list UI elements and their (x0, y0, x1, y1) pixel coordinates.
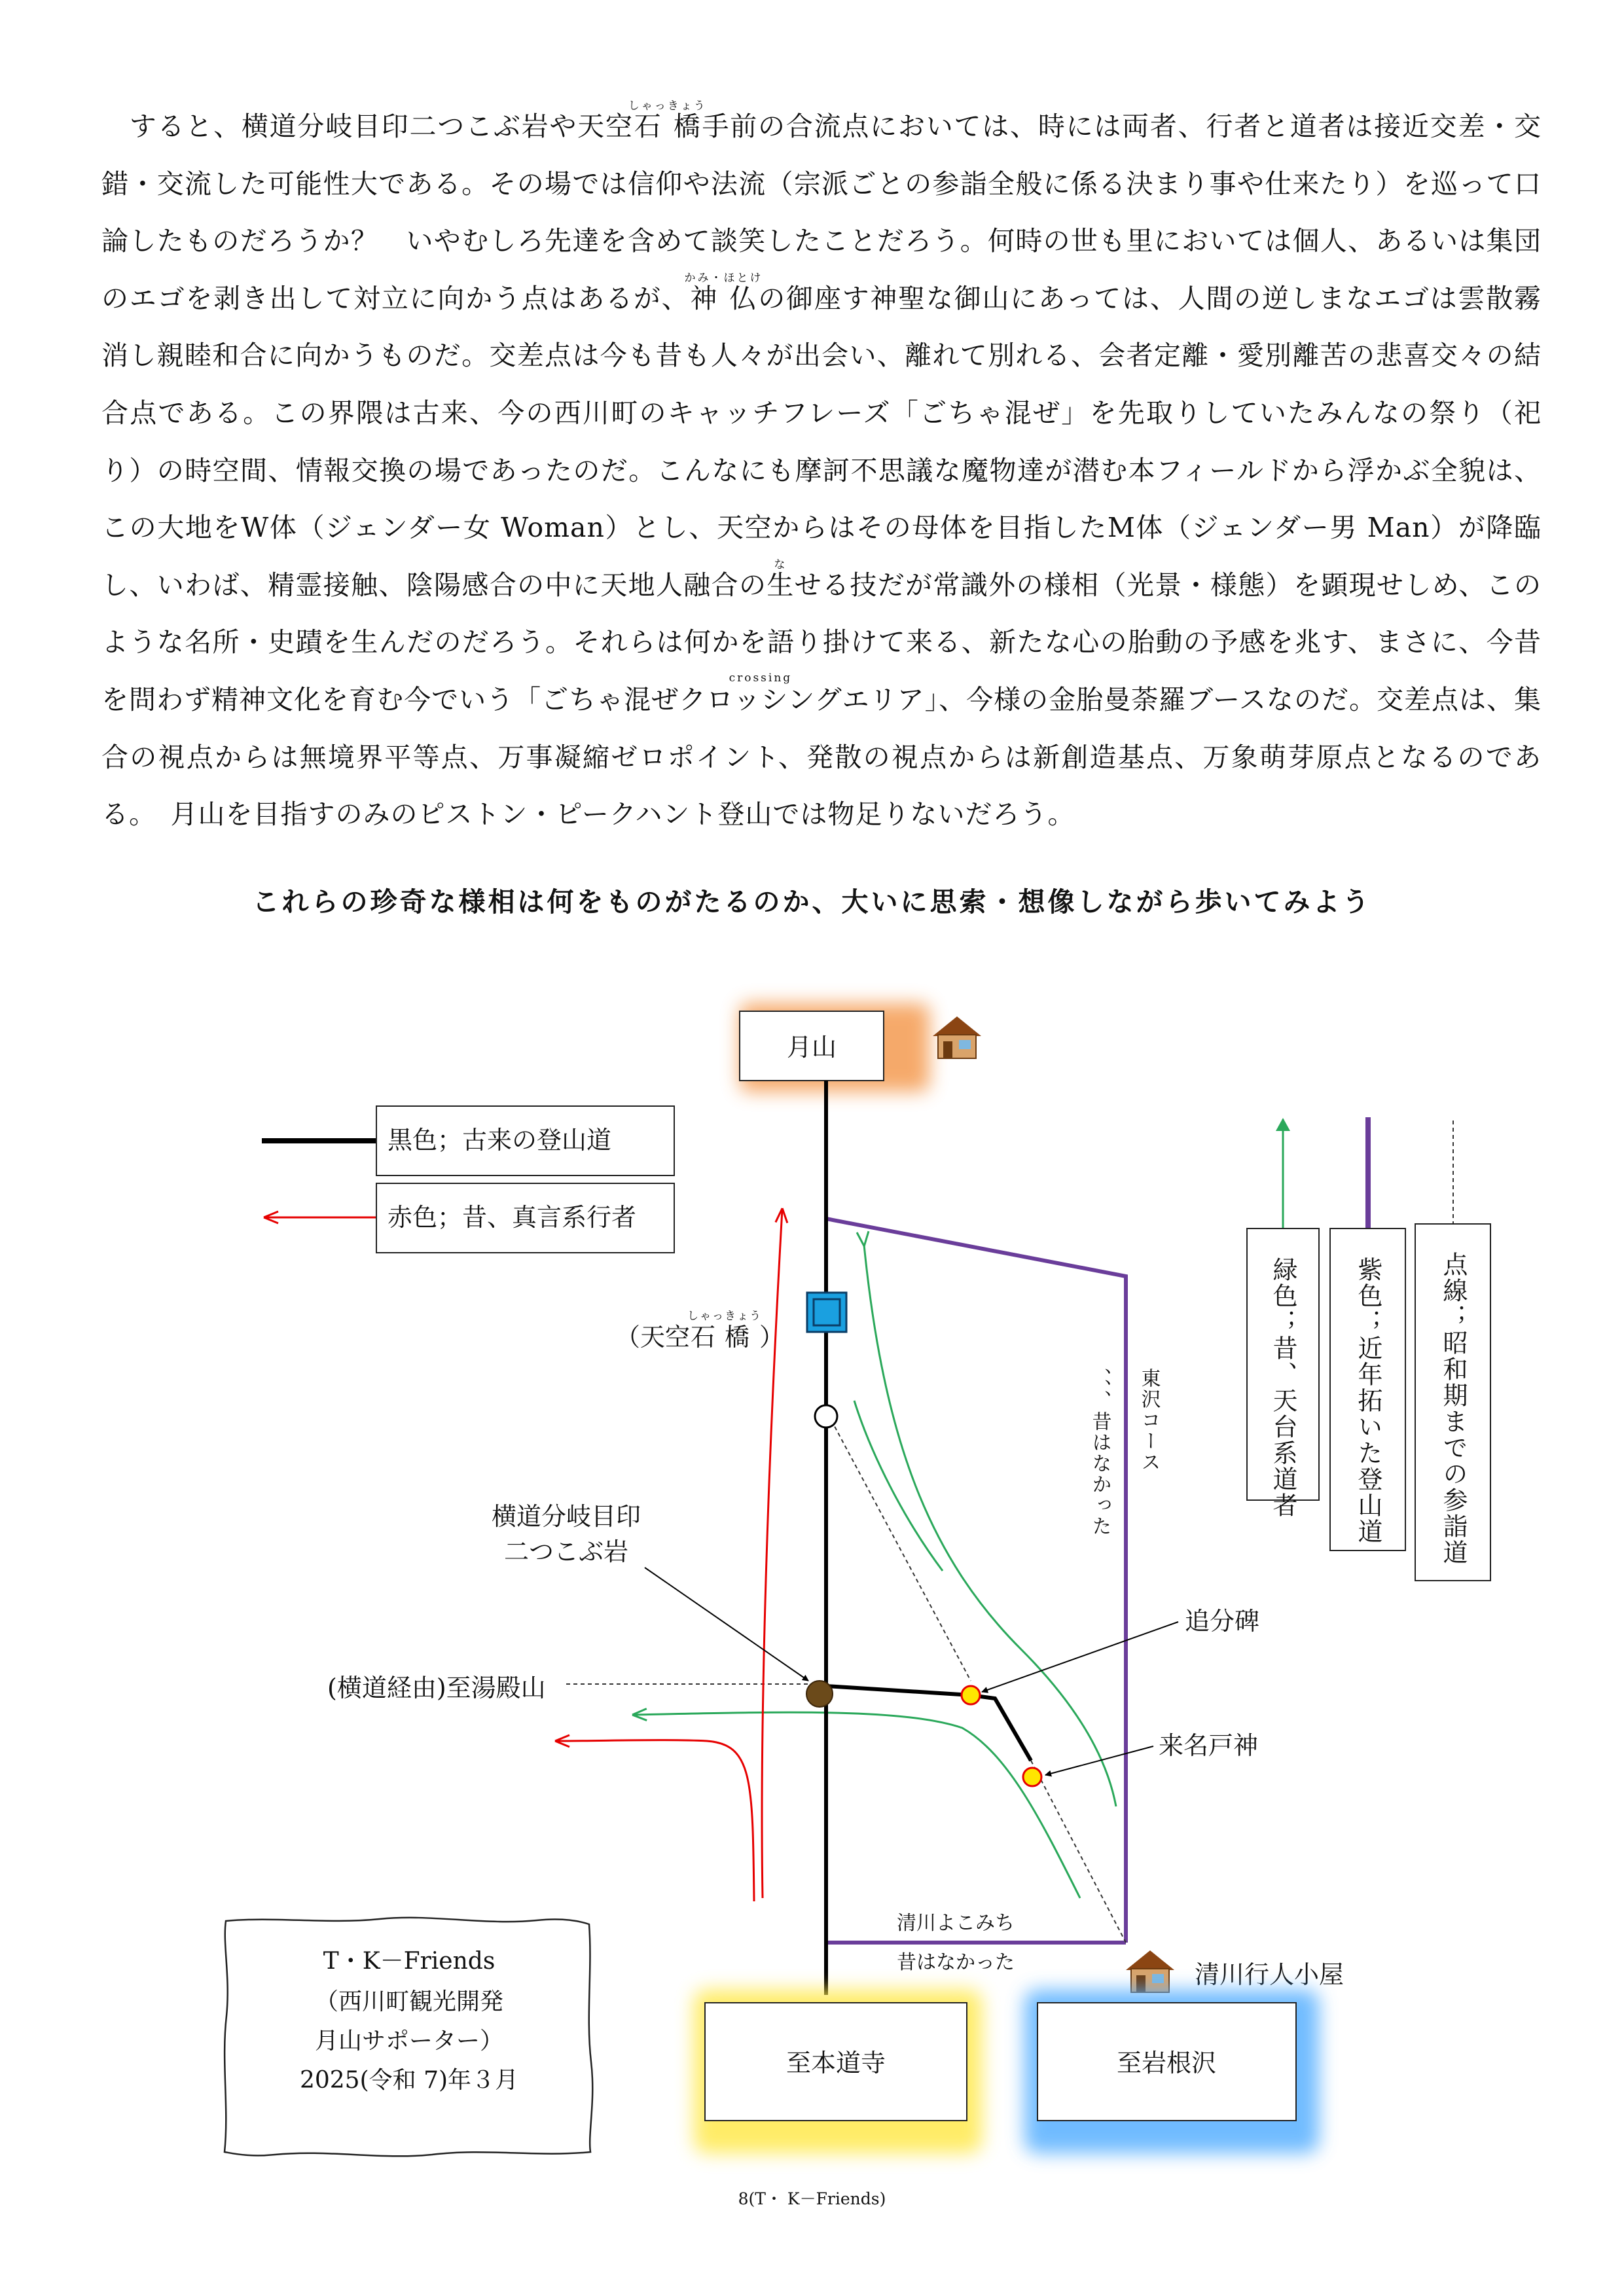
higashizawa-course-line (826, 1219, 1126, 1943)
kunado-label: 来名戸神 (1159, 1731, 1259, 1760)
green-route-upper (864, 1245, 1116, 1806)
kunado-shrine-marker (1023, 1768, 1041, 1786)
red-route-left (556, 1740, 754, 1901)
credit-line3: 月山サポーター） (314, 2028, 504, 2054)
body-text-run: すると、横道分岐目印二つこぶ岩や天空 (101, 111, 634, 142)
svg-text:）: ） (759, 1323, 785, 1352)
red-route-main (762, 1210, 782, 1898)
stone-bridge-label (615, 1310, 784, 1352)
oiwake-stone-marker (962, 1686, 980, 1704)
body-text-run: せる技だが常識外の様相（光景・様態）を顕現せしめ、このような名所・史蹟を生んだのだろう。それらは何かを語り掛けて来る、新たな心の胎動の予感を兆す、まさに、今昔を問わず精神文化を育む今でいう「ごちゃ混ぜ (101, 569, 1542, 715)
yudono-label: (横道経由)至湯殿山 (327, 1674, 546, 1702)
ancient-trail-branch (826, 1686, 1031, 1761)
kiyokawa-hut-icon (1126, 1950, 1174, 1992)
kiyokawa-hut-label: 清川行人小屋 (1195, 1960, 1344, 1989)
futatsukobu-label-line2: 二つこぶ岩 (503, 1537, 629, 1566)
ruby-word: 神仏かみ・ほとけ (684, 271, 763, 314)
old-path-dotted-upper (831, 1420, 971, 1681)
body-text-run: の御座す神聖な御山にあっては、人間の逆しまなエゴは雲散霧消し親睦和合に向かうものだ。交差点は今も昔も人々が出会い、離れて別れる、会者定離・愛別離苦の悲喜交々の結合点である。この界隈は古来、今の西川町のキャッチフレーズ「ごちゃ混ぜ」を先取りしていたみんなの祭り（祀り）の時空間、情報交換の場であったのだ。こんなにも摩訶不思議な魔物達が潜む本フィールドから浮かぶ全貌は、この大地をW体（ジェンダー女 Woman）とし、天空からはその母体を目指したM体（ジェンダー男 Man）が降臨し、いわば、精霊接触、陰陽感合の中に天地人融合の (101, 282, 1542, 601)
iwanezawa-label: 至岩根沢 (1116, 2049, 1217, 2077)
body-text-run: 手前の合流点においては、時には両者、行者と道者は接近交差・交錯・交流した可能性大である。その場では信仰や法流（宗派ごとの参詣全般に係る決まり事や仕来たり）を巡って口論したものだろうか？ いやむしろ先達を含めて談笑したことだろう。何時の世も里においては個人、あるいは集団のエゴを剥き出して対立に向かう点はあるが、 (101, 111, 1542, 314)
kiyokawa-trail-label: 清川よこみち (897, 1912, 1015, 1935)
summit-hut-icon (933, 1016, 981, 1058)
oiwake-label: 追分碑 (1185, 1607, 1260, 1636)
svg-text:（天空: （天空 (615, 1323, 691, 1352)
ruby-word: クロッシングcrossing (679, 671, 842, 715)
futatsukobu-label-line1: 横道分岐目印 (491, 1502, 641, 1531)
legend-red-label: 赤色；昔、真言系行者 (388, 1203, 637, 1232)
futatsukobu-rock-marker (806, 1681, 833, 1707)
credit-line4: 2025(令和 7)年３月 (299, 2067, 519, 2094)
higashizawa-course-label: 東沢コース (1137, 1368, 1161, 1473)
oiwake-pointer (982, 1622, 1178, 1692)
ruby-word: 石橋しゃっきょう (628, 99, 707, 142)
credit-line2: （西川町観光開発 (314, 1988, 504, 2015)
hondoji-label: 至本道寺 (785, 2049, 886, 2077)
svg-text:石橋: 石橋 (691, 1323, 759, 1352)
legend-black-label: 黒色；古来の登山道 (388, 1126, 612, 1155)
svg-text:しゃっきょう: しゃっきょう (687, 1310, 762, 1323)
body-text-run: エリア」、今様の金胎曼荼羅ブースなのだ。交差点は、集合の視点からは無境界平等点、万事凝縮ゼロポイント、発散の視点からは新創造基点、万象萌芽原点となるのである。 月山を目指すのみのピストン・ピークハント登山では物足りないだろう。 (101, 683, 1542, 831)
kiyokawa-trail-note: 昔はなかった (897, 1951, 1015, 1974)
legend-purple-label: 紫色；近年拓いた登山道 (1354, 1257, 1382, 1545)
section-heading: これらの珍奇な様相は何をものがたるのか、大いに思索・想像しながら歩いてみよう (252, 886, 1372, 918)
higashizawa-course-note: 、、、昔はなかった (1088, 1368, 1111, 1537)
kunado-pointer (1045, 1746, 1153, 1775)
credit-line1: T・K－Friends (323, 1948, 496, 1975)
legend-dotted-label: 点線；昭和期までの参詣道 (1439, 1251, 1468, 1566)
legend-green-label: 緑色；昔、天台系道者 (1269, 1257, 1297, 1518)
futatsukobu-pointer (645, 1568, 808, 1681)
page-footer: 8(T・ K－Friends) (738, 2189, 886, 2208)
ruby-word: 生な (767, 558, 795, 601)
summit-label: 月山 (786, 1033, 837, 1062)
junction-circle (815, 1405, 837, 1427)
green-route-mid (854, 1401, 943, 1571)
